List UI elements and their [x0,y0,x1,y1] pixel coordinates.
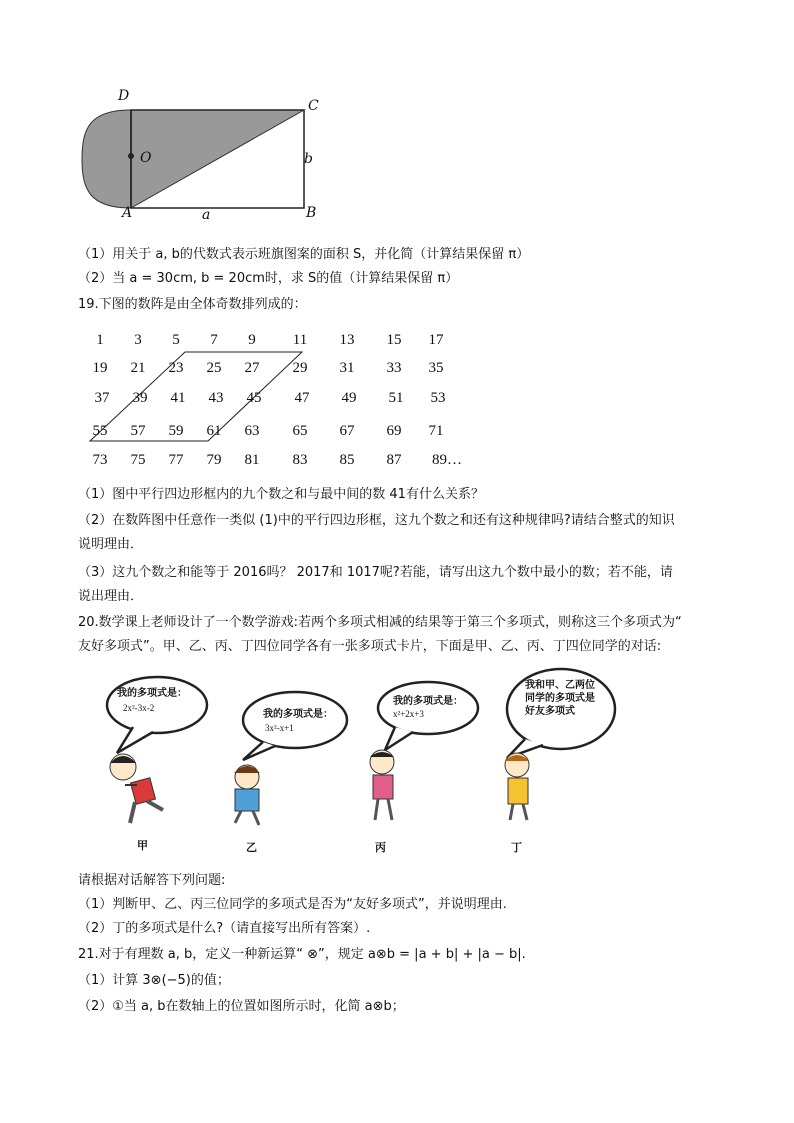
array-number: 45 [246,390,262,406]
bubble-jia-text: 我的多项式是： [117,688,187,699]
q19-part2a: （2）在数阵图中任意作一类似 (1)中的平行四边形框，这九个数之和还有这种规律吗?请结合整式的知识 [78,513,675,528]
array-number: 65 [292,423,308,439]
name-yi: 乙 [246,841,257,854]
q19-part3a: （3）这九个数之和能等于 2016吗？ 2017和 1017呢?若能，请写出这九个数中最小的数；若不能，请 [78,565,673,580]
array-number: 29 [292,360,308,376]
array-number: 11 [292,332,308,348]
array-number: 57 [130,423,146,439]
array-number: 41 [170,390,186,406]
bubble-yi-poly: 3x²-x+1 [265,723,294,733]
array-number: 39 [132,390,148,406]
array-number: 37 [94,390,110,406]
array-number: 83 [292,452,308,468]
array-number: 79 [206,452,222,468]
array-number: 43 [208,390,224,406]
array-number: 13 [339,332,355,348]
q20-intro2: 友好多项式”。甲、乙、丙、丁四位同学各有一张多项式卡片，下面是甲、乙、丙、丁四位同学的对话: [78,639,662,654]
array-number: 49 [341,390,357,406]
array-number: 33 [386,360,402,376]
array-number: 7 [210,332,218,348]
odd-number-array [80,328,500,473]
array-number: 31 [339,360,355,376]
array-number: 67 [339,423,355,439]
name-bing: 丙 [375,841,386,854]
array-number: 53 [430,390,446,406]
bubble-ding-text: 我和甲、乙两位同学的多项式是好友多项式 [525,680,595,717]
label-side-b: b [304,151,313,167]
label-c: C [308,98,319,114]
array-number: 3 [134,332,142,348]
array-number: 47 [294,390,310,406]
name-jia: 甲 [137,839,148,852]
label-side-a: a [202,207,211,223]
kid-jia [110,754,163,823]
array-number: 5 [172,332,180,348]
array-number: 73 [92,452,108,468]
kid-bing [370,750,394,820]
bubble-bing-poly: x²+2x+3 [393,709,424,719]
q18-part1: （1）用关于 a, b的代数式表示班旗图案的面积 S，并化简（计算结果保留 π） [78,247,530,262]
kid-yi [234,765,260,825]
bubble-jia-poly: 2x²-3x-2 [123,703,155,713]
flag-figure [70,85,340,230]
label-a: A [122,205,133,221]
array-number: 69 [386,423,402,439]
q20-part2: （2）丁的多项式是什么?（请直接写出所有答案）. [78,921,371,936]
bubble-bing-text: 我的多项式是： [393,696,463,707]
array-number: 55 [92,423,108,439]
name-ding: 丁 [511,841,522,854]
q18-part2: （2）当 a = 30cm, b = 20cm时，求 S的值（计算结果保留 π） [78,271,459,286]
label-o: O [140,150,152,166]
array-number: 85 [339,452,355,468]
array-number: 87 [386,452,402,468]
array-number: 77 [168,452,184,468]
bubble-yi-text: 我的多项式是： [263,709,333,720]
array-number: 19 [92,360,108,376]
dialogue-illustration [95,665,655,860]
array-number: 17 [428,332,444,348]
q21-part2: （2）①当 a, b在数轴上的位置如图所示时，化简 a⊗b； [78,999,405,1014]
center-point-o [128,153,134,159]
q19-part1: （1）图中平行四边形框内的九个数之和与最中间的数 41有什么关系？ [78,487,484,502]
array-number: 51 [388,390,404,406]
label-d: D [118,88,130,104]
kid-ding [505,753,529,820]
array-number: 71 [428,423,444,439]
q21-part1: （1）计算 3⊗(−5)的值； [78,973,230,988]
label-b: B [306,205,317,221]
array-number: 23 [168,360,184,376]
array-number: 75 [130,452,146,468]
array-number: 27 [244,360,260,376]
array-number: 15 [386,332,402,348]
array-number: 81 [244,452,260,468]
q20-part1: （1）判断甲、乙、丙三位同学的多项式是否为“友好多项式”，并说明理由. [78,897,507,912]
q19-title: 19.下图的数阵是由全体奇数排列成的： [78,297,307,312]
array-number: 35 [428,360,444,376]
q19-part3b: 说出理由． [78,589,144,604]
q19-part2b: 说明理由． [78,537,144,552]
shaded-region [82,110,304,208]
array-number: 1 [96,332,104,348]
array-number: 25 [206,360,222,376]
q21-intro: 21.对于有理数 a, b，定义一种新运算“ ⊗”，规定 a⊗b = |a + b| + |a − b|. [78,947,526,962]
q20-intro1: 20.数学课上老师设计了一个数学游戏:若两个多项式相减的结果等于第三个多项式，则称这三个多项式为“ [78,615,682,630]
array-number: 21 [130,360,146,376]
array-number: 63 [244,423,260,439]
array-number: 59 [168,423,184,439]
array-number: 89… [432,452,462,468]
q20-ask: 请根据对话解答下列问题: [78,873,226,888]
array-number: 9 [248,332,256,348]
array-number: 61 [206,423,222,439]
